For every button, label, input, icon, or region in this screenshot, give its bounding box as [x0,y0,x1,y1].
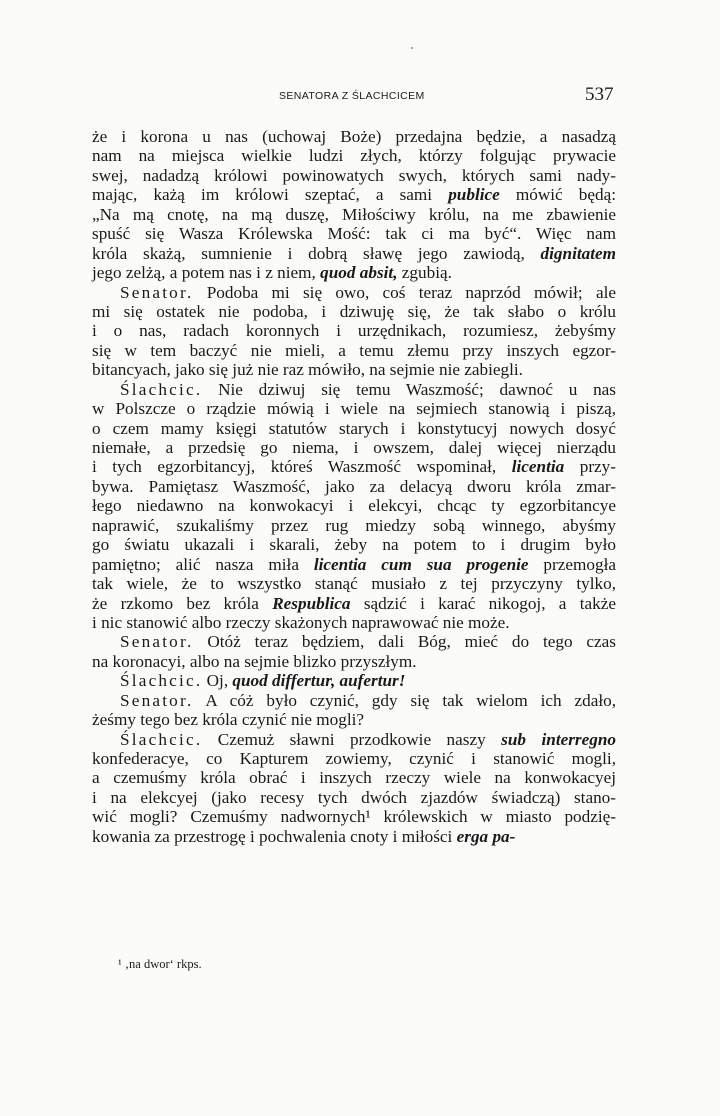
text-run: króla skażą, sumnienie i dobrą sławę jego zawiodą, [92,243,541,263]
text-line [92,827,616,846]
text-run: przy- [564,457,617,477]
text-line [92,419,616,438]
text-run: o czem mamy księgi statutów starych i konstytucyj nowych dosyć [92,418,616,438]
text-run: zgubią. [397,263,452,283]
text-line [92,205,616,224]
text-run: tak wiele, że to wszystko stanąć musiało z tej przyczyny tylko, [92,574,616,594]
footnote: ¹ ‚na dwor‘ rkps. [118,957,202,971]
text-run: Podoba mi się owo, coś teraz naprzód mówił; ale [193,282,616,302]
body-text [92,127,616,846]
text-run: żeśmy tego bez króla czynić nie mogli? [92,710,365,730]
text-line [92,613,616,632]
text-run: kowania za przestrogę i pochwalenia cnoty i miłości [92,826,457,846]
text-line [92,438,616,457]
latin-phrase: licentia cum sua progenie [313,554,529,574]
text-line [92,185,616,204]
text-run: i na elekcyej (jako recesy tych dwóch zjazdów świadczą) stano- [92,787,616,807]
text-line [92,710,616,729]
text-run: mi się ostatek nie podoba, i dziwuję się, że tak słabo o królu [92,301,616,321]
text-line [92,127,616,146]
text-line [92,594,616,613]
text-run: spuść się Wasza Królewska Mość: tak ci ma być“. Więc nam [92,224,616,244]
speaker-name: Ślachcic. [120,379,203,399]
text-run: nam na miejsca wielkie ludzi złych, którzy folgując prywacie [92,146,616,166]
text-line [92,574,616,593]
text-run: sądzić i karać nikogoj, a także [350,593,616,613]
latin-phrase: licentia [511,457,565,477]
text-run: i o nas, radach koronnych i urzędnikach, rozumiesz, żebyśmy [92,321,616,341]
text-line [92,477,616,496]
text-run: się w tem baczyć nie mieli, a temu złemu przy inszych egzor- [92,340,616,360]
text-run: Czemuż sławni przodkowie naszy [202,729,502,749]
text-run: niemałe, a przedsię go niema, i owszem, dalej więcej nierządu [92,438,616,457]
text-line [92,652,616,671]
text-run: mówić będą: [499,185,616,205]
speaker-name: Senator. [120,690,194,710]
paper-speck [411,47,413,49]
running-head [0,84,720,108]
text-line [92,632,616,651]
text-run: że i korona u nas (uchowaj Boże) przedajna będzie, a nasadzą [92,127,616,146]
text-line [92,516,616,535]
text-line [92,146,616,165]
text-run: Nie dziwuj się temu Waszmość; dawnoć u nas [202,379,616,399]
text-run: swej, nadadzą królowi powinowatych swych, których sami nady- [92,165,616,185]
latin-phrase: dignitatem [540,243,616,263]
text-run: w Polszcze o rządzie mówią i wiele na sejmiech stanowią i piszą, [92,399,616,419]
speaker-name: Ślachcic. [120,671,203,691]
text-line [92,283,616,302]
text-line [92,535,616,554]
latin-phrase: quod absit, [320,263,398,283]
text-line [92,399,616,418]
latin-phrase: sub interregno [501,729,616,749]
text-line [92,457,616,476]
text-line [92,691,616,710]
text-line [92,671,616,690]
text-run: Otóż teraz będziem, dali Bóg, mieć do tego czas [193,632,616,652]
text-line [92,321,616,340]
text-line [92,788,616,807]
text-run: i nic stanowić albo rzeczy skażonych naprawować nie może. [92,612,510,632]
text-run: pamiętno; alić nasza miła [92,554,314,574]
speaker-name: Ślachcic. [120,729,203,749]
text-line [92,341,616,360]
text-line [92,380,616,399]
text-line [92,555,616,574]
text-run: że rzkomo bez króla [92,593,273,613]
speaker-name: Senator. [120,632,194,652]
text-run: konfederacye, co Kapturem zowiemy, czynić i stanowić mogli, [92,749,616,768]
text-run: wić mogli? Czemuśmy nadwornych¹ królewskich w miasto podzię- [92,807,616,827]
text-line [92,807,616,826]
text-run: bywa. Pamiętasz Waszmość, jako za delacyą dworu króla zmar- [92,476,616,496]
latin-phrase: publice [448,185,500,205]
text-run: go światu ukazali i skarali, żeby na potem to i drugim było [92,535,616,555]
text-run: mając, każą im królowi szeptać, a sami [92,185,449,205]
text-line [92,263,616,282]
text-line [92,302,616,321]
text-line [92,224,616,243]
text-run: A cóż było czynić, gdy się tak wielom ich zdało, [193,690,616,710]
text-line [92,749,616,768]
text-line [92,360,616,379]
text-run: Oj, [202,671,233,691]
text-line [92,730,616,749]
text-run: „Na mą cnotę, na mą duszę, Miłościwy królu, na me zbawienie [92,204,616,224]
running-head-title: SENATORA Z ŚLACHCICEM [279,90,425,102]
text-run: naprawić, szukaliśmy przez rug miedzy sobą winnego, abyśmy [92,515,616,535]
latin-phrase: erga pa- [456,826,516,846]
text-run: jego zelżą, a potem nas i z niem, [92,263,321,283]
text-run: bitancyach, jako się już nie raz mówiło, na sejmie nie zabiegli. [92,360,523,380]
text-line [92,244,616,263]
latin-phrase: Respublica [272,593,351,613]
speaker-name: Senator. [120,282,194,302]
text-run: a czemuśmy króla obrać i inszych rzeczy wiele na konwokacyej [92,768,616,788]
latin-phrase: quod differtur, aufertur! [232,671,406,691]
text-line [92,768,616,787]
text-line [92,496,616,515]
page-number: 537 [585,84,614,105]
text-run: łego niedawno na konwokacyi i elekcyi, chcąc ty egzorbitancye [92,496,616,516]
text-run: na koronacyi, albo na sejmie blizko przyszłym. [92,651,417,671]
text-run: i tych egzorbitancyj, któreś Waszmość wspominał, [92,457,512,477]
text-line [92,166,616,185]
text-run: przemogła [528,554,616,574]
